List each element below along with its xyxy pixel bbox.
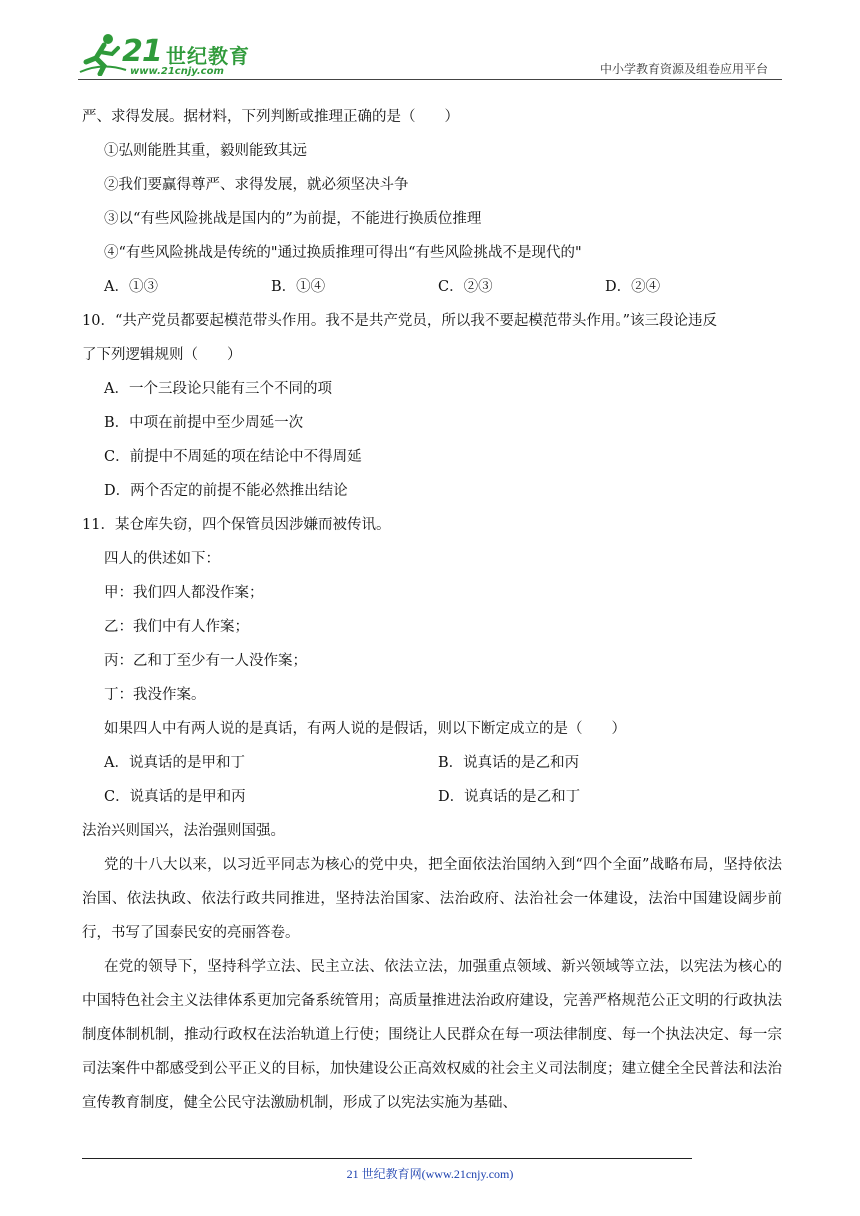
site-logo[interactable]: [78, 30, 258, 80]
q11-options-row-2: [82, 780, 782, 814]
logo-number: 21: [122, 34, 162, 69]
passage-paragraph-2: 在党的领导下，坚持科学立法、民主立法、依法立法，加强重点领域、新兴领域等立法，以宪法为核心的中国特色社会主义法律体系更加完备系统管用；高质量推进法治政府建设，完善严格规范公正文明的行政执法制度体制机制，推动行政权在法治轨道上行使；围绕让人民群众在每一项法律制度、每一个执法决定、每一宗司法案件中都感受到公平正义的目标，加快建设公正高效权威的社会主义司法制度；建立健全全民普法和法治宣传教育制度，健全公民守法激励机制，形成了以宪法实施为基础、: [82, 959, 782, 1111]
q11-option-b[interactable]: B．说真话的是乙和丙: [438, 755, 580, 771]
q9-item-3: ③以“有些风险挑战是国内的”为前提，不能进行换质位推理: [104, 211, 482, 227]
q9-option-d[interactable]: D．②④: [605, 279, 661, 295]
q11-line-1: 四人的供述如下：: [104, 551, 220, 567]
footer-link[interactable]: 21 世纪教育网(www.21cnjy.com): [346, 1167, 514, 1181]
q11-line-5: 丁：我没作案。: [104, 687, 206, 703]
header-divider: [78, 79, 782, 80]
q11-line-3: 乙：我们中有人作案；: [104, 619, 249, 635]
q9-item-1: ①弘则能胜其重，毅则能致其远: [104, 143, 307, 159]
q9-item-4: ④“有些风险挑战是传统的"通过换质推理可得出“有些风险挑战不是现代的": [104, 245, 582, 261]
q9-item-2: ②我们要赢得尊严、求得发展，就必须坚决斗争: [104, 177, 409, 193]
logo-url: www.21cnjy.com: [130, 66, 224, 77]
q10-option-b[interactable]: B．中项在前提中至少周延一次: [104, 415, 304, 431]
q9-option-c[interactable]: C．②③: [438, 279, 493, 295]
q10-option-c[interactable]: C．前提中不周延的项在结论中不得周延: [104, 449, 362, 465]
q10-option-a[interactable]: A．一个三段论只能有三个不同的项: [104, 381, 332, 397]
q10-option-d[interactable]: D．两个否定的前提不能必然推出结论: [104, 483, 348, 499]
q10-stem-line-2: 了下列逻辑规则（ ）: [82, 347, 242, 363]
q11-line-6: 如果四人中有两人说的是真话，有两人说的是假话，则以下断定成立的是（ ）: [104, 721, 626, 737]
logo-name: 世纪教育: [166, 44, 250, 68]
q9-option-b[interactable]: B．①④: [271, 279, 326, 295]
q11-options-row-1: [82, 746, 782, 780]
document-body: [82, 100, 782, 1120]
q11-option-a[interactable]: A．说真话的是甲和丁: [104, 755, 245, 771]
q11-line-4: 丙：乙和丁至少有一人没作案；: [104, 653, 307, 669]
q10-stem-line-1: 10．“共产党员都要起模范带头作用。我不是共产党员，所以我不要起模范带头作用。”该三段论违反: [82, 313, 718, 329]
q11-line-2: 甲：我们四人都没作案；: [104, 585, 264, 601]
footer-divider: [82, 1158, 692, 1159]
header-tagline: 中小学教育资源及组卷应用平台: [599, 62, 768, 76]
passage-paragraph-1: 党的十八大以来，以习近平同志为核心的党中央，把全面依法治国纳入到“四个全面”战略布局，坚持依法治国、依法执政、依法行政共同推进，坚持法治国家、法治政府、法治社会一体建设，法治中国建设阔步前行，书写了国泰民安的亮丽答卷。: [82, 857, 782, 941]
q11-stem: 11．某仓库失窃，四个保管员因涉嫌而被传讯。: [82, 517, 391, 533]
q11-option-c[interactable]: C．说真话的是甲和丙: [104, 789, 246, 805]
q9-options: [82, 270, 782, 304]
page-header: [0, 0, 860, 90]
q9-option-a[interactable]: A．①③: [104, 279, 158, 295]
passage-title: 法治兴则国兴，法治强则国强。: [82, 823, 285, 839]
q11-option-d[interactable]: D．说真话的是乙和丁: [438, 789, 581, 805]
q9-stem: 严、求得发展。据材料，下列判断或推理正确的是（ ）: [82, 109, 459, 125]
runner-logo-icon: [78, 32, 128, 76]
